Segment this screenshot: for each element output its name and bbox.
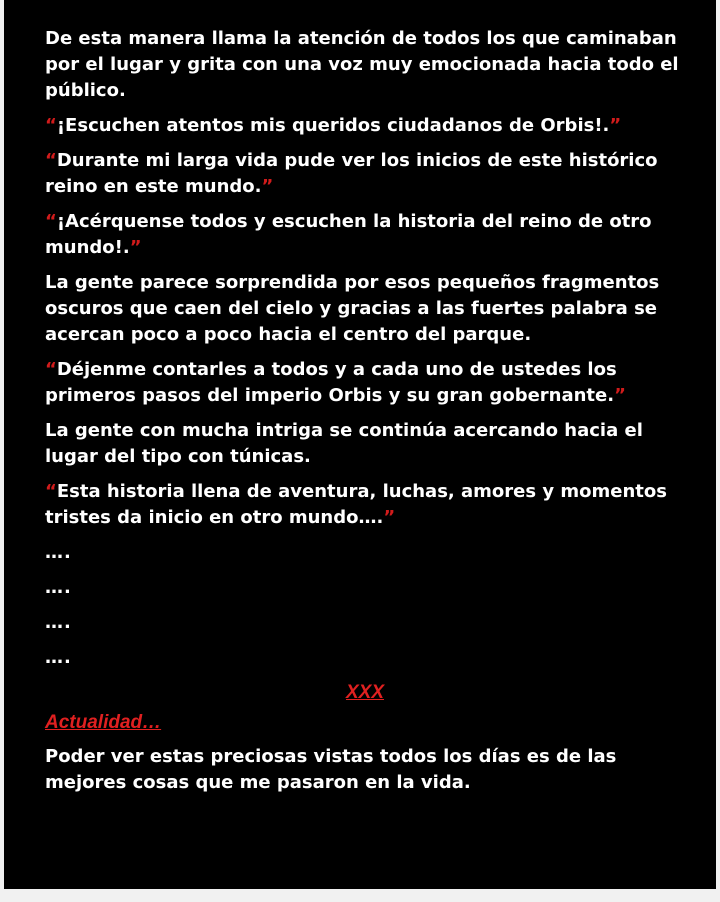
narration-paragraph [45,418,685,470]
dialogue-text: Esta historia llena de aventura, luchas, amores y momentos tristes da inicio en otro mundo…. [45,481,667,528]
open-quote: “ [45,211,57,232]
separator-text: XXX [345,682,385,703]
paragraph-text: La gente con mucha intriga se continúa acercando hacia el lugar del tipo con túnicas. [45,420,643,467]
section-title-text: Actualidad… [45,712,162,733]
story-text [45,26,685,805]
dialogue-paragraph [45,148,685,200]
narration-paragraph [45,26,685,104]
ellipsis-line: …. [45,577,72,598]
ellipsis-line: …. [45,647,72,668]
close-quote: ” [129,237,142,258]
closing-paragraph [45,744,685,796]
open-quote: “ [45,150,57,171]
scene-separator [45,680,685,706]
close-quote: ” [383,507,396,528]
dialogue-paragraph [45,209,685,261]
dialogue-text: ¡Escuchen atentos mis queridos ciudadanos de Orbis!. [56,115,610,136]
open-quote: “ [45,481,57,502]
dialogue-paragraph [45,479,685,531]
open-quote: “ [45,359,57,380]
dialogue-text: Durante mi larga vida pude ver los inicios de este histórico reino en este mundo. [45,150,658,197]
ellipsis-line: …. [45,612,72,633]
dialogue-text: Déjenme contarles a todos y a cada uno de ustedes los primeros pasos del imperio Orbis y su gran gobernante. [45,359,617,406]
close-quote: ” [609,115,622,136]
paragraph-text: De esta manera llama la atención de todos los que caminaban por el lugar y grita con una voz muy emocionada hacia todo el público. [45,28,679,101]
story-page [4,0,716,889]
close-quote: ” [614,385,626,406]
dialogue-paragraph [45,113,685,139]
close-quote: ” [261,176,274,197]
narration-paragraph [45,270,685,348]
ellipsis-line: …. [45,542,72,563]
dialogue-paragraph [45,357,685,409]
bottom-margin [0,889,720,902]
paragraph-text: Poder ver estas preciosas vistas todos los días es de las mejores cosas que me pasaron en la vida. [45,746,617,793]
section-title [45,710,685,736]
open-quote: “ [45,115,57,136]
paragraph-text: La gente parece sorprendida por esos pequeños fragmentos oscuros que caen del cielo y gracias a las fuertes palabra se acercan poco a poco hacia el centro del parque. [45,272,660,345]
dialogue-text: ¡Acérquense todos y escuchen la historia del reino de otro mundo!. [45,211,652,258]
